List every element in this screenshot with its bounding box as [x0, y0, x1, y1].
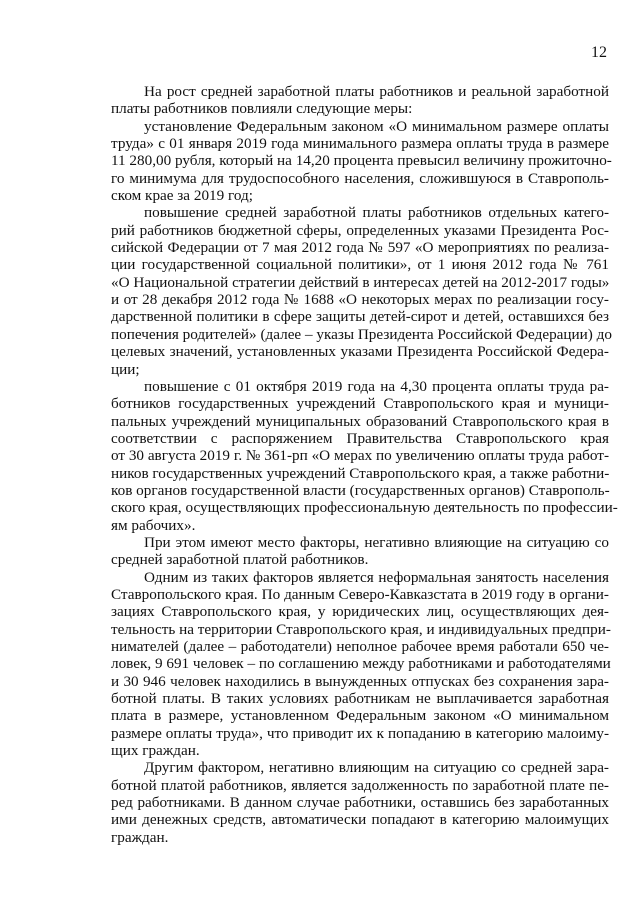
text-line: размере оплаты труда», что приводит их к попаданию в категорию малоиму- [111, 724, 609, 742]
text-line: «О Национальной стратегии действий в интересах детей на 2012-2017 годы» [111, 273, 610, 291]
text-line: дарственной политики в сфере защиты детей-сирот и детей, оставшихся без [111, 308, 609, 326]
paragraph [111, 83, 609, 118]
text-line: ловек, 9 691 человек – по соглашению между работниками и работодателями [111, 655, 611, 673]
text-line: от 30 августа 2019 г. № 361-рп «О мерах по увеличению оплаты труда работ- [111, 447, 609, 465]
text-line: установление Федеральным законом «О минимальном размере оплаты [144, 117, 609, 135]
text-line: ского края, осуществляющих профессиональную деятельность по профессии- [111, 499, 618, 517]
text-line: Другим фактором, негативно влияющим на ситуацию со средней зара- [144, 759, 609, 777]
text-line: ции; [111, 360, 140, 378]
text-line: повышение средней заработной платы работников отдельных катего- [144, 204, 609, 222]
text-line: Ставропольского края. По данным Северо-Кавказстата в 2019 году в органи- [111, 585, 609, 603]
text-line: зациях Ставропольского края, у юридических лиц, осуществляющих дея- [111, 603, 609, 621]
text-line: рий работников бюджетной сферы, определенных указами Президента Рос- [111, 221, 609, 239]
paragraph [111, 117, 612, 205]
text-line: ском крае за 2019 год; [111, 187, 253, 205]
paragraph [111, 759, 609, 846]
text-line: ботников государственных учреждений Ставропольского края и муници- [111, 395, 609, 413]
text-line: ции государственной социальной политики», от 1 июня 2012 года № 761 [111, 256, 609, 274]
text-line: 11 280,00 рубля, который на 14,20 процента превысил величину прожиточно- [111, 152, 612, 170]
paragraph [111, 377, 618, 534]
text-line: тельность на территории Ставропольского края, и индивидуальных предпри- [111, 620, 611, 638]
text-line: Одним из таких факторов является неформальная занятость населения [144, 568, 609, 586]
paragraph [111, 569, 609, 760]
text-line: и от 28 декабря 2012 года № 1688 «О некоторых мерах по реализации госу- [111, 291, 609, 309]
text-line: нимателей (далее – работодатели) неполное рабочее время работали 650 че- [111, 638, 609, 655]
text-line: ков органов государственной власти (государственных органов) Ставрополь- [111, 481, 610, 499]
text-line: плата в размере, установленном Федеральным законом «О минимальном [111, 707, 609, 725]
page-number: 12 [591, 44, 607, 61]
text-line: повышение с 01 октября 2019 года на 4,30 процента оплаты труда ра- [144, 377, 609, 395]
text-line: целевых значений, установленных указами Президента Российской Федера- [111, 343, 609, 361]
text-line: ям рабочих». [111, 516, 196, 534]
text-line: го минимума для трудоспособного населения, сложившуюся в Ставрополь- [111, 169, 609, 187]
text-line: и 30 946 человек находились в вынужденных отпусках без сохранения зара- [111, 672, 609, 690]
text-line: На рост средней заработной платы работников и реальной заработной [144, 83, 609, 100]
text-line: соответствии с распоряжением Правительства Ставропольского края [111, 429, 609, 447]
paragraph [111, 534, 609, 569]
text-line: щих граждан. [111, 742, 200, 760]
text-line: труда» с 01 января 2019 года минимального размера оплаты труда в размере [111, 135, 609, 153]
text-line: попечения родителей» (далее – указы Президента Российской Федерации) до [111, 325, 612, 343]
text-line: сийской Федерации от 7 мая 2012 года № 597 «О мероприятиях по реализа- [111, 239, 609, 257]
text-line: граждан. [111, 828, 169, 846]
text-line: ботной платой работников, является задолженность по заработной плате пе- [111, 776, 609, 794]
text-line: платы работников повлияли следующие меры: [111, 100, 413, 118]
text-line: ими денежных средств, автоматически попадают в категорию малоимущих [111, 811, 609, 829]
text-line: При этом имеют место факторы, негативно влияющие на ситуацию со [144, 533, 609, 551]
text-line: ред работниками. В данном случае работники, оставшись без заработанных [111, 794, 609, 812]
paragraph [111, 204, 612, 378]
text-line: ников государственных учреждений Ставропольского края, а также работни- [111, 464, 610, 482]
text-line: ботной платы. В таких условиях работникам не выплачивается заработная [111, 690, 609, 708]
text-line: пальных учреждений муниципальных образований Ставропольского края в [111, 412, 609, 430]
document-body [111, 83, 618, 846]
text-line: средней заработной платой работников. [111, 551, 369, 569]
